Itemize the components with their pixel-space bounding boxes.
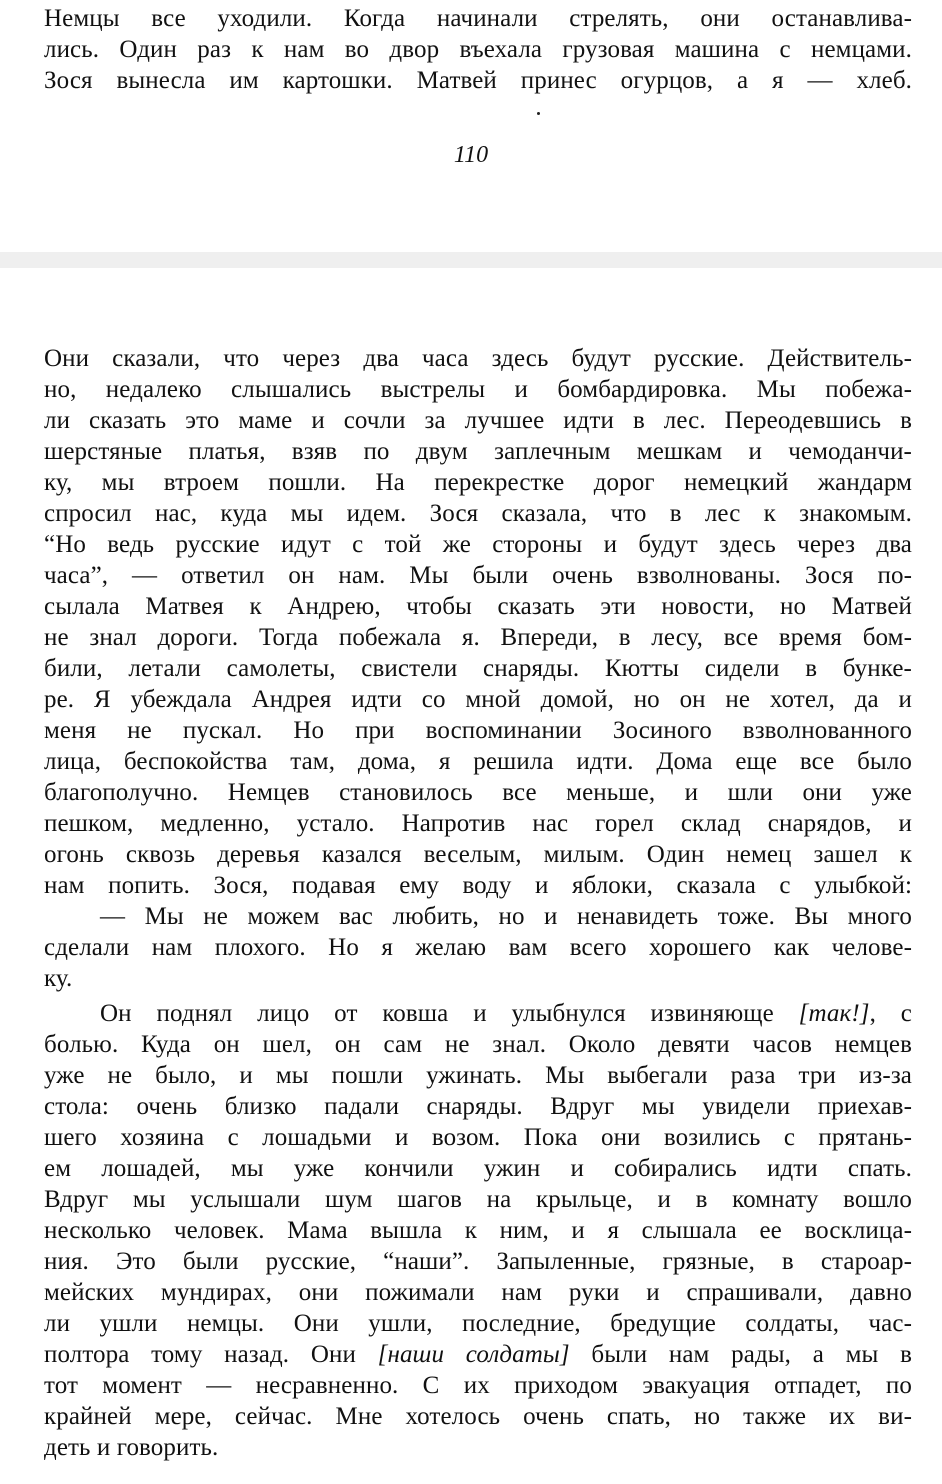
text-line-with-italic — [44, 1339, 912, 1370]
text-line-with-italic — [100, 998, 912, 1029]
scan-speck — [537, 112, 540, 115]
current-page — [0, 268, 942, 1484]
text-line: но, недалеко слышались выстрелы и бомбардировка. Мы побежа- — [44, 376, 912, 403]
text-line: благополучно. Немцев становилось все меньше, и шли они уже — [44, 779, 912, 806]
text-segment: были нам рады, а мы в — [569, 1341, 912, 1368]
text-line: — Мы не можем вас любить, но и ненавидеть тоже. Вы много — [100, 903, 912, 930]
text-line: ре. Я убеждала Андрея идти со мной домой, но он не хотел, да и — [44, 686, 912, 713]
text-line: крайней мере, сейчас. Мне хотелось очень спать, но также их ви- — [44, 1403, 912, 1430]
text-line: стола: очень близко падали снаряды. Вдруг мы увидели приехав- — [44, 1093, 912, 1120]
page-number: 110 — [453, 142, 489, 168]
text-segment: , с — [869, 1000, 912, 1027]
text-line: тот момент — несравненно. С их приходом эвакуация отпадет, по — [44, 1372, 912, 1399]
text-line: сделали нам плохого. Но я желаю вам всего хорошего как челове- — [44, 934, 912, 961]
text-line: огонь сквозь деревья казался веселым, милым. Один немец зашел к — [44, 841, 912, 868]
text-line: шерстяные платья, взяв по двум заплечным мешкам и чемоданчи- — [44, 438, 912, 465]
text-line: шего хозяина с лошадьми и возом. Пока они возились с прятань- — [44, 1124, 912, 1151]
previous-page — [0, 0, 942, 252]
text-line: спросил нас, куда мы идем. Зося сказала, что в лес к знакомым. — [44, 500, 912, 527]
page-separator — [0, 252, 942, 268]
text-line: болью. Куда он шел, он сам не знал. Около девяти часов немцев — [44, 1031, 912, 1058]
text-line: часа”, — ответил он нам. Мы были очень взволнованы. Зося по- — [44, 562, 912, 589]
text-line: “Но ведь русские идут с той же стороны и будут здесь через два — [44, 531, 912, 558]
text-segment: полтора тому назад. Они — [44, 1341, 378, 1368]
text-line: несколько человек. Мама вышла к ним, и я слышала ее восклица- — [44, 1217, 912, 1244]
text-line: уже не было, и мы пошли ужинать. Мы выбегали раза три из-за — [44, 1062, 912, 1089]
text-line: ли ушли немцы. Они ушли, последние, бредущие солдаты, час- — [44, 1310, 912, 1337]
text-line: ем лошадей, мы уже кончили ужин и собирались идти спать. — [44, 1155, 912, 1182]
text-line: мейских мундирах, они пожимали нам руки и спрашивали, давно — [44, 1279, 912, 1306]
text-line: деть и говорить. — [44, 1434, 219, 1461]
text-line: лись. Один раз к нам во двор въехала грузовая машина с немцами. — [44, 36, 912, 63]
text-segment: Он поднял лицо от ковша и улыбнулся извиняюще — [100, 1000, 799, 1027]
text-line: ку, мы втроем пошли. На перекрестке дорог немецкий жандарм — [44, 469, 912, 496]
text-line: пешком, медленно, устало. Напротив нас горел склад снарядов, и — [44, 810, 912, 837]
text-line: Вдруг мы услышали шум шагов на крыльце, и в комнату вошло — [44, 1186, 912, 1213]
italic-editorial-note: [так!] — [798, 1000, 870, 1027]
text-line: меня не пускал. Но при воспоминании Зосиного взволнованного — [44, 717, 912, 744]
text-line: ли сказать это маме и сочли за лучшее идти в лес. Переодевшись в — [44, 407, 912, 434]
text-line: сылала Матвея к Андрею, чтобы сказать эти новости, но Матвей — [44, 593, 912, 620]
text-line: лица, беспокойства там, дома, я решила идти. Дома еще все было — [44, 748, 912, 775]
text-line: ку. — [44, 965, 73, 992]
text-line: не знал дороги. Тогда побежала я. Впереди, в лесу, все время бом- — [44, 624, 912, 651]
italic-editorial-note: [наши солдаты] — [377, 1341, 570, 1368]
text-line: Зося вынесла им картошки. Матвей принес огурцов, а я — хлеб. — [44, 67, 912, 94]
text-line: нам попить. Зося, подавая ему воду и яблоки, сказала с улыбкой: — [44, 872, 912, 899]
text-line: Немцы все уходили. Когда начинали стрелять, они останавлива- — [44, 5, 912, 32]
text-line: били, летали самолеты, свистели снаряды. Кютты сидели в бунке- — [44, 655, 912, 682]
text-line: Они сказали, что через два часа здесь будут русские. Действитель- — [44, 345, 912, 372]
text-line: ния. Это были русские, “наши”. Запыленные, грязные, в староар- — [44, 1248, 912, 1275]
